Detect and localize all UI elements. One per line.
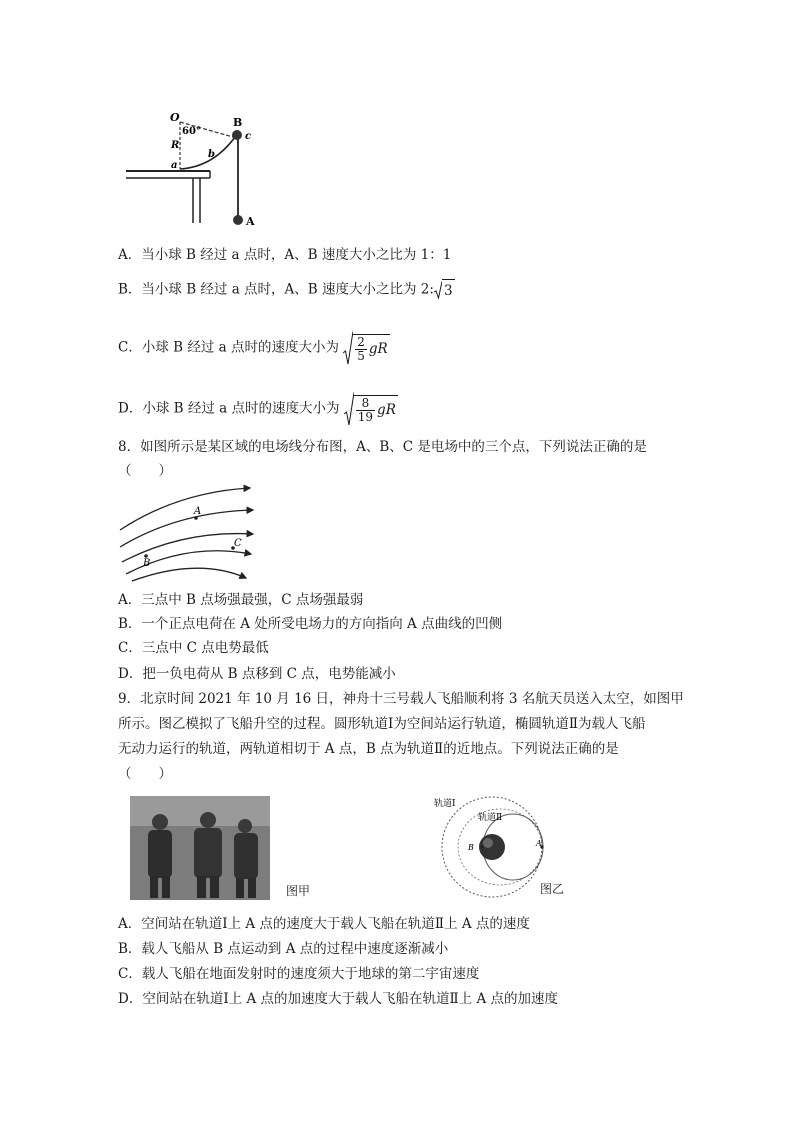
figure-electric-field-lines: [118, 482, 263, 582]
q9-stem-line3: 无动力运行的轨道，两轨道相切于 A 点，B 点为轨道Ⅱ的近地点。下列说法正确的是: [118, 741, 619, 757]
label-angle: 60°: [182, 126, 201, 137]
label-A: A: [246, 215, 255, 228]
q7-option-d: [118, 392, 398, 426]
sqrt-symbol: $\frac{2}{5}$ gR: [343, 331, 389, 365]
label-orbit-2: 轨道Ⅱ: [478, 813, 503, 823]
photo-astronauts: [130, 796, 270, 900]
caption-fig-jia: 图甲: [286, 884, 311, 898]
label-point-A: A: [536, 839, 542, 848]
q7-option-d-text: D．小球 B 经过 a 点时的速度大小为: [118, 400, 340, 417]
label-point-B: B: [468, 843, 474, 852]
q9-option-a: A．空间站在轨道Ⅰ上 A 点的速度大于载人飞船在轨道Ⅱ上 A 点的速度: [118, 916, 530, 932]
q7-option-b-root: 3: [443, 283, 453, 299]
q7-option-c: [118, 331, 390, 365]
q8-option-a: A．三点中 B 点场强最强，C 点场强最弱: [118, 592, 364, 608]
q8-option-c: C．三点中 C 点电势最低: [118, 640, 269, 656]
q9-paren: （ ）: [118, 766, 172, 782]
fraction: $\frac{2}{5}$: [357, 334, 365, 363]
figure-orbits: [430, 792, 550, 902]
label-R: R: [171, 140, 180, 151]
q8-paren: （ ）: [118, 463, 172, 479]
q7-option-c-text: C．小球 B 经过 a 点时的速度大小为: [118, 339, 339, 356]
sqrt-symbol: [434, 279, 455, 301]
astronauts-illustration: [130, 796, 270, 900]
label-B: B: [233, 116, 243, 129]
q9-option-b: B．载人飞船从 B 点运动到 A 点的过程中速度逐渐减小: [118, 941, 449, 957]
q8-stem: 8．如图所示是某区域的电场线分布图，A、B、C 是电场中的三个点，下列说法正确的是: [118, 439, 647, 455]
label-O: O: [170, 111, 180, 124]
figure-pendulum: [118, 105, 268, 230]
q8-option-d: D．把一负电荷从 B 点移到 C 点，电势能减小: [118, 666, 396, 682]
sqrt-symbol: $\frac{8}{19}$ gR: [344, 392, 398, 426]
q8-option-b: B．一个正点电荷在 A 处所受电场力的方向指向 A 点曲线的凹侧: [118, 616, 503, 632]
label-B: B: [143, 558, 151, 569]
q9-option-c: C．载人飞船在地面发射时的速度须大于地球的第二宇宙速度: [118, 966, 480, 982]
q9-stem-line2: 所示。图乙模拟了飞船升空的过程。圆形轨道Ⅰ为空间站运行轨道，椭圆轨道Ⅱ为载人飞船: [118, 716, 646, 732]
label-orbit-1: 轨道Ⅰ: [434, 799, 456, 809]
fraction: $\frac{8}{19}$: [357, 395, 374, 424]
label-C: C: [234, 538, 242, 549]
label-c: c: [245, 131, 252, 142]
label-A: A: [194, 506, 202, 517]
q7-option-a: A．当小球 B 经过 a 点时，A、B 速度大小之比为 1：1: [118, 247, 452, 263]
q9-option-d: D．空间站在轨道Ⅰ上 A 点的加速度大于载人飞船在轨道Ⅱ上 A 点的加速度: [118, 991, 558, 1007]
caption-fig-yi: 图乙: [540, 882, 565, 896]
q7-option-b: [118, 279, 455, 301]
label-b: b: [208, 149, 215, 160]
label-a: a: [171, 160, 178, 171]
q7-option-b-text: B．当小球 B 经过 a 点时，A、B 速度大小之比为 2:: [118, 281, 434, 298]
q9-stem-line1: 9．北京时间 2021 年 10 月 16 日，神舟十三号载人飞船顺利将 3 名航天员送入太空，如图甲: [118, 691, 684, 707]
